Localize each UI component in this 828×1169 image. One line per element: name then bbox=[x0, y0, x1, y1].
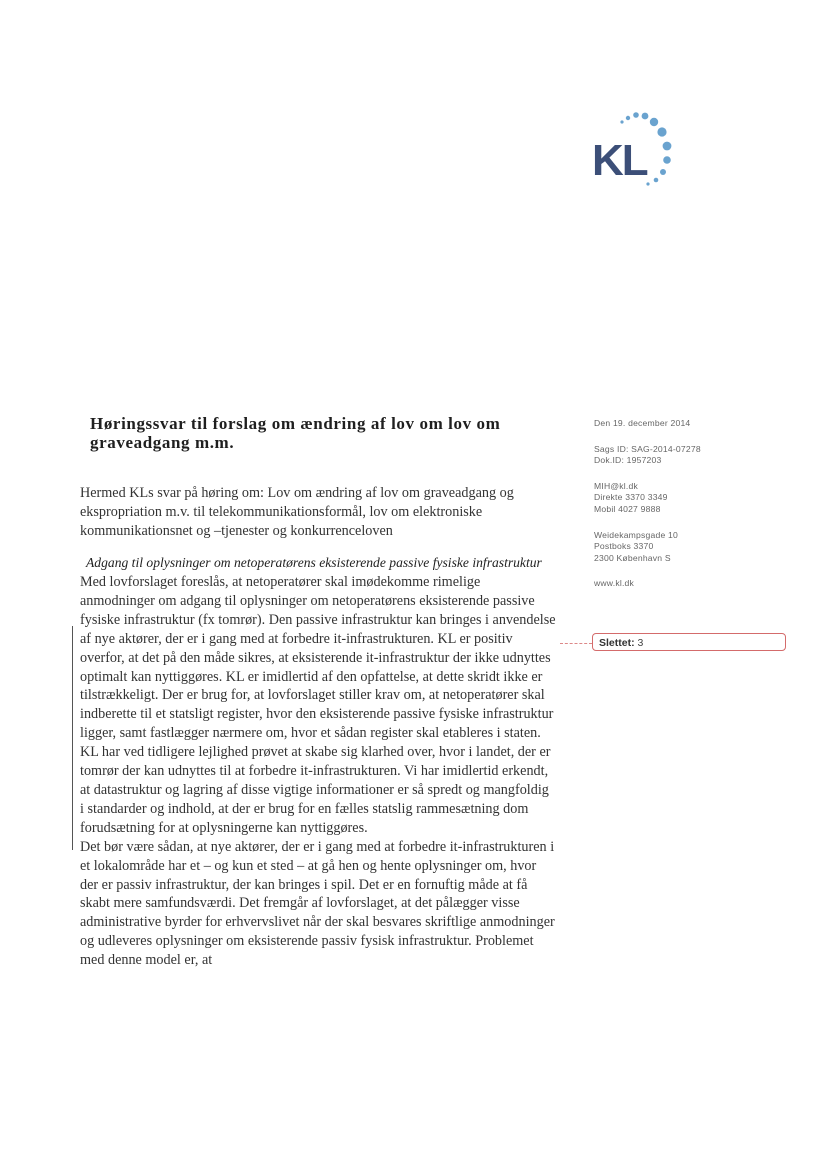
intro-paragraph bbox=[80, 484, 556, 541]
address-line-3: 2300 København S bbox=[594, 552, 671, 563]
mobile-phone: Mobil 4027 9888 bbox=[594, 503, 661, 514]
date-text: Den 19. december 2014 bbox=[594, 418, 691, 428]
paragraph-3: Det bør være sådan, at nye aktører, der er i gang med at forbedre it-infrastrukturen i et lokalområde har et – og kun et sted – at gå hen og hente oplysninger om, hvor der er passiv infrastruktur, der kan bringes i spil. Det er en fornuftig måde at få skabt mere samfundsværdi. Det fremgår af lovforslaget, at det pålægger visse administrative byrder for erhvervslivet når der skal besvares skriftlige anmodninger og udleveres oplysninger om eksisterende passiv fysisk infrastruktur. Problemet med denne model er, at bbox=[80, 838, 555, 969]
contact-group bbox=[594, 481, 794, 516]
email-text: MIH@kl.dk bbox=[594, 480, 638, 491]
case-ids-group bbox=[594, 444, 794, 467]
sags-id: Sags ID: SAG-2014-07278 bbox=[594, 443, 701, 454]
address-group bbox=[594, 530, 794, 565]
comment-connector bbox=[560, 643, 592, 644]
logo-text: KL bbox=[592, 136, 647, 185]
section-body bbox=[80, 573, 556, 970]
deletion-comment-balloon[interactable] bbox=[592, 633, 786, 651]
paragraph-1: Med lovforslaget foreslås, at netoperatører skal imødekomme rimelige anmodninger om adgang til oplysninger om netoperatørens eksisterende passive fysiske infrastruktur (fx tomrør). Den passive infrastruktur kan bringes i anvendelse af nye aktører, der er i gang med at forbedre it-infrastrukturen. KL er positiv overfor, at det på den måde sikres, at eksisterende it-infrastruktur der ikke udnyttes optimalt kan nyttiggøres. KL er imidlertid af den opfattelse, at dette skridt ikke er tilstrækkeligt. Der er brug for, at lovforslaget stiller krav om, at netoperatører skal indberette til et statsligt register, hvor den eksisterende passive fysiske infrastruktur ligger, samt fastlægger nærmere om, hvor et sådan register skal etableres i staten. bbox=[80, 574, 556, 742]
section-heading: Adgang til oplysninger om netoperatørens eksisterende passive fysiske infrastruktur bbox=[86, 555, 542, 570]
document-title: Høringssvar til forslag om ændring af lov om lov om graveadgang m.m. bbox=[90, 414, 501, 452]
kl-logo bbox=[592, 108, 692, 194]
comment-label: Slettet: bbox=[599, 637, 635, 649]
paragraph-2: KL har ved tidligere lejlighed prøvet at skabe sig klarhed over, hvor i landet, der er tomrør der kan udnyttes til at forbedre it-infrastrukturen. Vi har imidlertid erkendt, at datastruktur og lagring af disse vigtige informationer er så spredt og mangfoldig i standarder og indhold, at der er brug for en fælles statslig rammesætning dom forudsætning for at oplysningerne kan nyttiggøres. bbox=[80, 744, 551, 836]
web-group bbox=[594, 578, 794, 590]
website-link[interactable]: www.kl.dk bbox=[594, 578, 635, 589]
comment-value: 3 bbox=[637, 637, 644, 649]
intro-text: Hermed KLs svar på høring om: Lov om ændring af lov om graveadgang og ekspropriation m.v. til telekommunikationsformål, lov om elektroniske kommunikationsnet og –tjenester og konkurrenceloven bbox=[80, 485, 514, 539]
date-group bbox=[594, 418, 794, 430]
dok-id: Dok.ID: 1957203 bbox=[594, 455, 662, 466]
address-line-2: Postboks 3370 bbox=[594, 541, 654, 552]
sidebar-info bbox=[594, 418, 794, 604]
change-bar bbox=[72, 626, 73, 850]
address-line-1: Weidekampsgade 10 bbox=[594, 529, 678, 540]
direct-phone: Direkte 3370 3349 bbox=[594, 492, 668, 503]
